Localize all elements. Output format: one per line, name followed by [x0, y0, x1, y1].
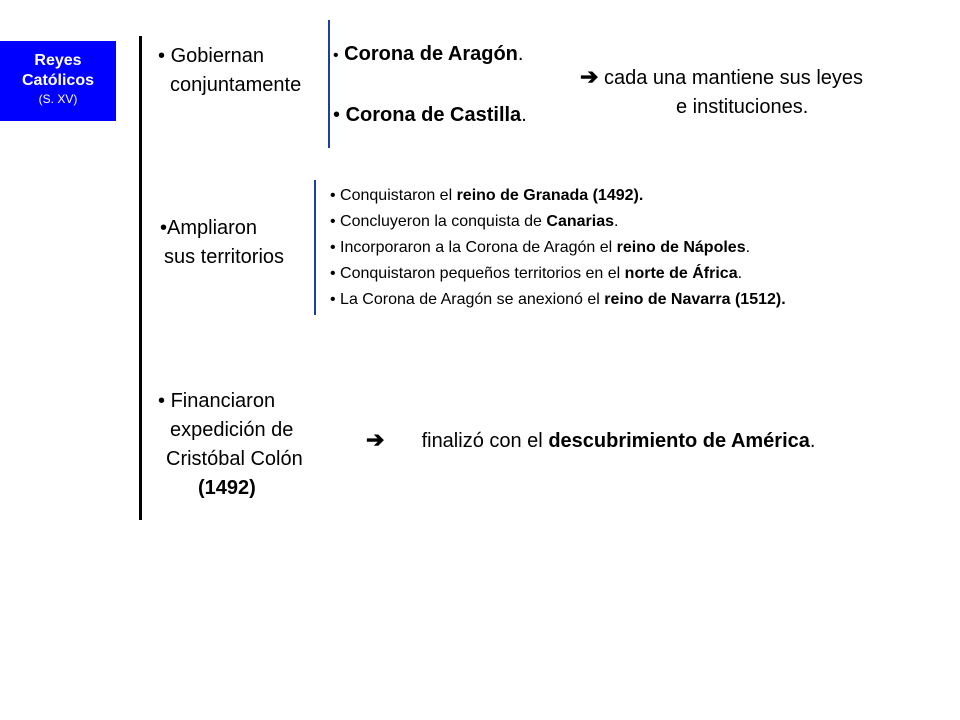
list-item: • La Corona de Aragón se anexionó el reino de Navarra (1512).: [330, 291, 786, 308]
section3-head-line3: Cristóbal Colón: [166, 448, 303, 470]
section1-heading: [158, 42, 301, 100]
section1-item2-bullet: •: [333, 104, 341, 126]
title-box: [0, 41, 116, 121]
territories-list: [330, 183, 786, 313]
section3-arrow-icon: ➔: [366, 427, 385, 452]
section1-item2-text: Corona de Castilla: [345, 104, 522, 126]
list-item: • Conquistaron el reino de Granada (1492).: [330, 187, 644, 204]
section3-head-line1: Financiaron: [170, 390, 276, 412]
section2-head-line1: Ampliaron: [167, 217, 258, 239]
section3-bullet: •: [158, 390, 166, 412]
section2-divider-line: [314, 180, 316, 315]
section3-result-post: .: [809, 430, 816, 452]
section1-head-line1: Gobiernan: [170, 45, 264, 67]
section1-bullet: •: [158, 45, 166, 67]
section3-head-line4: (1492): [198, 477, 256, 499]
list-item: • Concluyeron la conquista de Canarias.: [330, 213, 619, 230]
section2-bullet: •: [160, 217, 168, 239]
section3-head-line2: expedición de: [170, 419, 294, 441]
title-line2: Católicos: [21, 72, 94, 89]
section1-item1-text: Corona de Aragón: [344, 43, 518, 65]
main-divider-line: [139, 36, 142, 520]
section3-result: [366, 425, 815, 456]
title-line3: (S. XV): [38, 92, 78, 106]
section1-result-line2: e instituciones.: [676, 96, 809, 118]
section1-result: [580, 62, 940, 122]
section1-head-line2: conjuntamente: [170, 74, 302, 96]
title-line1: Reyes: [34, 52, 82, 69]
section1-item2: [333, 101, 527, 130]
list-item: • Conquistaron pequeños territorios en el norte de África.: [330, 265, 743, 282]
section1-item1-suffix: .: [517, 43, 524, 65]
section2-heading: [160, 214, 284, 272]
section1-divider-line: [328, 20, 330, 148]
section1-item1: [333, 40, 523, 70]
section3-heading: [158, 387, 303, 503]
list-item: • Incorporaron a la Corona de Aragón el reino de Nápoles.: [330, 239, 751, 256]
section1-arrow-icon: ➔: [580, 64, 599, 89]
section1-item2-suffix: .: [521, 104, 527, 126]
section1-result-line1: cada una mantiene sus leyes: [604, 67, 864, 89]
section1-item1-bullet: •: [333, 47, 339, 64]
section3-result-bold: descubrimiento de América: [548, 430, 810, 452]
section3-result-pre: finalizó con el: [421, 430, 549, 452]
section2-head-line2: sus territorios: [164, 246, 285, 268]
